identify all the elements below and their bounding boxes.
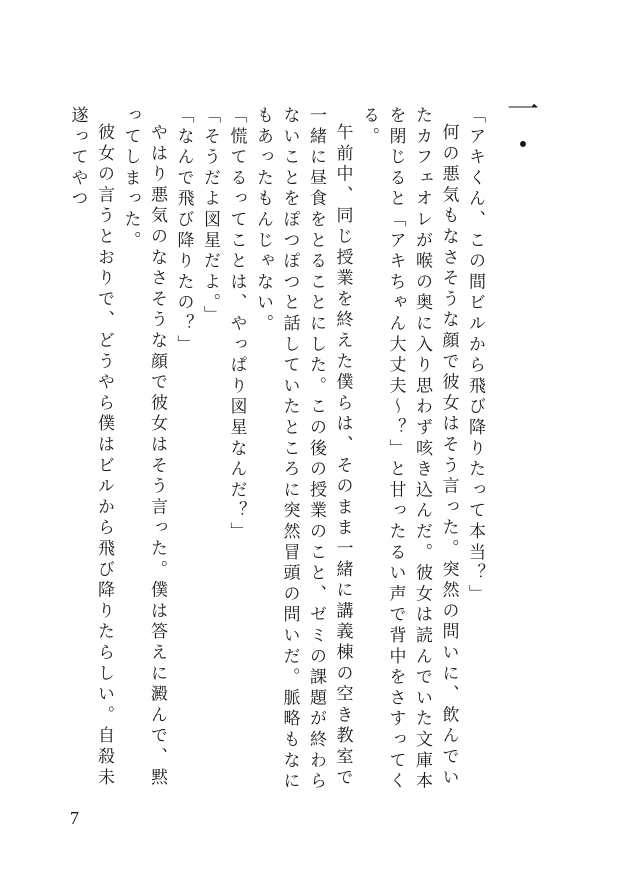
paragraph: 彼女の言うとおりで、どうやら僕はビルから飛び降りたらしい。自殺未遂ってやつ — [67, 106, 114, 789]
paragraph: 「アキくん、この間ビルから飛び降りたって本当？」 — [465, 106, 485, 606]
paragraph: 「そうだよ図星だよ。」 — [200, 106, 220, 327]
paragraph: 「なんで飛び降りたの？」 — [173, 106, 194, 356]
chapter-heading: 一・ — [502, 92, 540, 164]
paragraph: 「慌てるってことは、やっぱり図星なんだ？」 — [226, 106, 247, 543]
page-number: 7 — [70, 808, 79, 828]
paragraph: 午前中、同じ授業を終えた僕らは、そのまま一緒に講義棟の空き教室で一緒に昼食をとることにした。この後の授業のこと、ゼミの課題が終わらないことをぽつぽつと話していたところに突然冒頭の問いだ。脈略もなにもあったもんじゃない。 — [253, 106, 353, 793]
paragraph: 何の悪気もなさそうな顔で彼女はそう言った。突然の問いに、飲んでいたカフェオレが喉の奥に入り思わず咳き込んだ。彼女は読んでいた文庫本を閉じると「アキちゃん大丈夫〜？」と甘ったるい声で背中をさすってくる。 — [359, 106, 459, 793]
paragraph: やはり悪気のなさそうな顔で彼女はそう言った。僕は答えに澱んで、黙ってしまった。 — [120, 106, 167, 789]
body-text — [67, 106, 488, 796]
